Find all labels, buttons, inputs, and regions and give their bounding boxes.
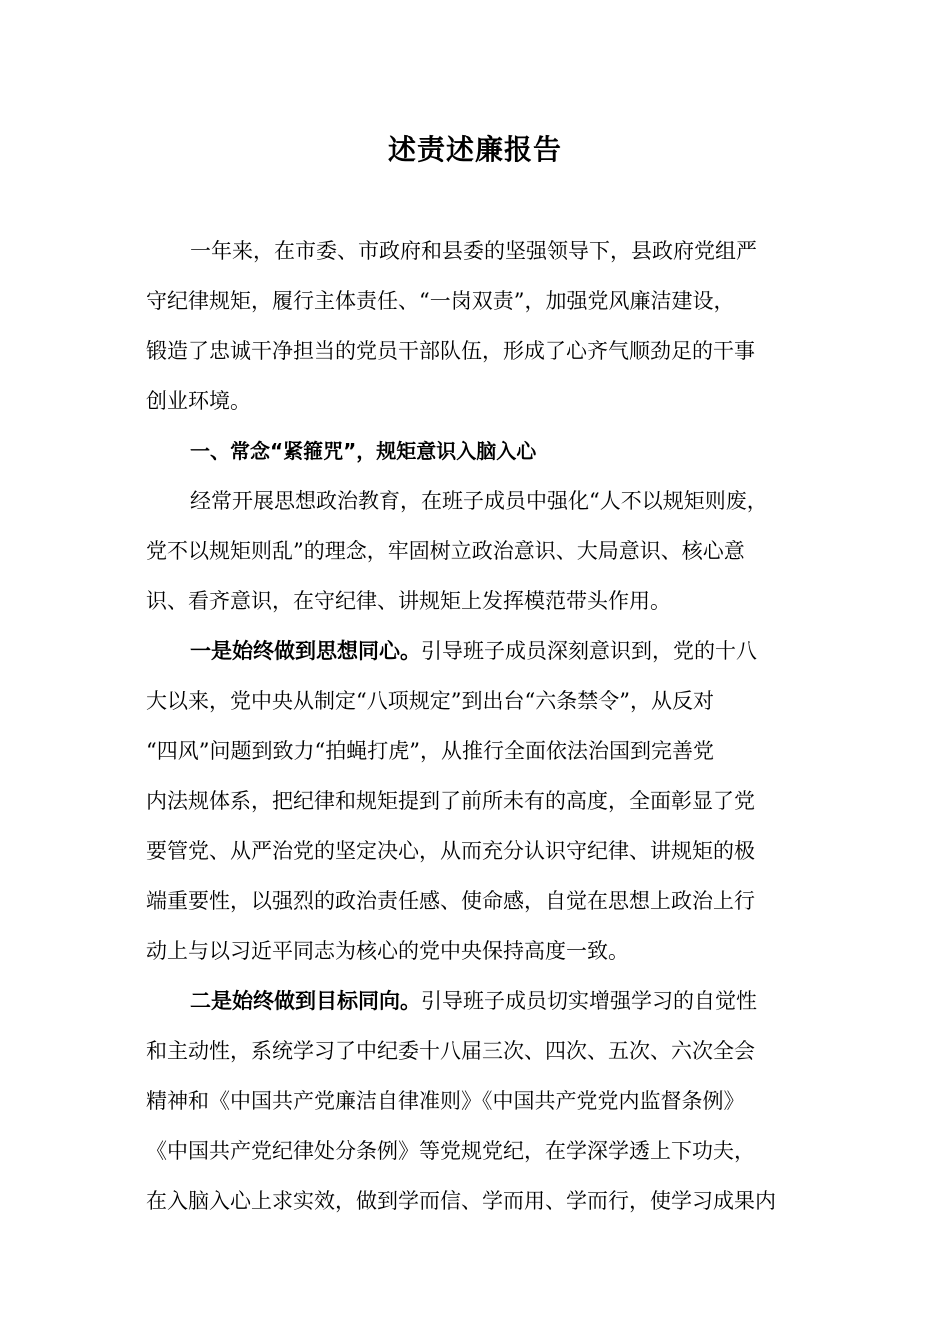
paragraph-line: 守纪律规矩，履行主体责任、“一岗双责”，加强党风廉洁建设，	[146, 289, 735, 313]
paragraph-line: “四风”问题到致力“拍蝇打虎”，从推行全面依法治国到完善党	[146, 739, 714, 763]
paragraph-line: 锻造了忠诚干净担当的党员干部队伍，形成了心齐气顺劲足的干事	[146, 339, 755, 363]
paragraph-line: 要管党、从严治党的坚定决心，从而充分认识守纪律、讲规矩的极	[146, 839, 755, 863]
paragraph-line: 内法规体系，把纪律和规矩提到了前所未有的高度，全面彰显了党	[146, 789, 755, 813]
lead-sentence: 一是始终做到思想同心。	[190, 638, 421, 663]
paragraph-line: 大以来，党中央从制定“八项规定”到出台“六条禁令”，从反对	[146, 689, 714, 713]
lead-sentence: 二是始终做到目标同向。	[190, 988, 421, 1013]
document-title: 述责述廉报告	[387, 133, 562, 166]
paragraph-text: 引导班子成员深刻意识到，党的十八	[421, 639, 757, 663]
paragraph-line: 端重要性，以强烈的政治责任感、使命感，自觉在思想上政治上行	[146, 889, 755, 913]
paragraph-line: 《中国共产党纪律处分条例》等党规党纪，在学深学透上下功夫，	[146, 1139, 755, 1163]
paragraph-line	[190, 636, 757, 666]
paragraph-line: 动上与以习近平同志为核心的党中央保持高度一致。	[146, 939, 629, 963]
paragraph-line: 创业环境。	[146, 389, 251, 413]
paragraph-line: 在入脑入心上求实效，做到学而信、学而用、学而行，使学习成果内	[146, 1189, 776, 1213]
paragraph-line: 一年来，在市委、市政府和县委的坚强领导下，县政府党组严	[190, 239, 757, 263]
paragraph-line: 党不以规矩则乱”的理念，牢固树立政治意识、大局意识、核心意	[146, 539, 745, 563]
paragraph-line	[190, 986, 757, 1016]
section-heading: 一、常念“紧箍咒”，规矩意识入脑入心	[190, 439, 537, 463]
paragraph-line: 识、看齐意识，在守纪律、讲规矩上发挥模范带头作用。	[146, 589, 671, 613]
paragraph-line: 经常开展思想政治教育，在班子成员中强化“人不以规矩则废，	[190, 489, 768, 513]
paragraph-text: 引导班子成员切实增强学习的自觉性	[421, 989, 757, 1013]
paragraph-line: 和主动性，系统学习了中纪委十八届三次、四次、五次、六次全会	[146, 1039, 755, 1063]
paragraph-line: 精神和《中国共产党廉洁自律准则》《中国共产党党内监督条例》	[146, 1089, 745, 1113]
